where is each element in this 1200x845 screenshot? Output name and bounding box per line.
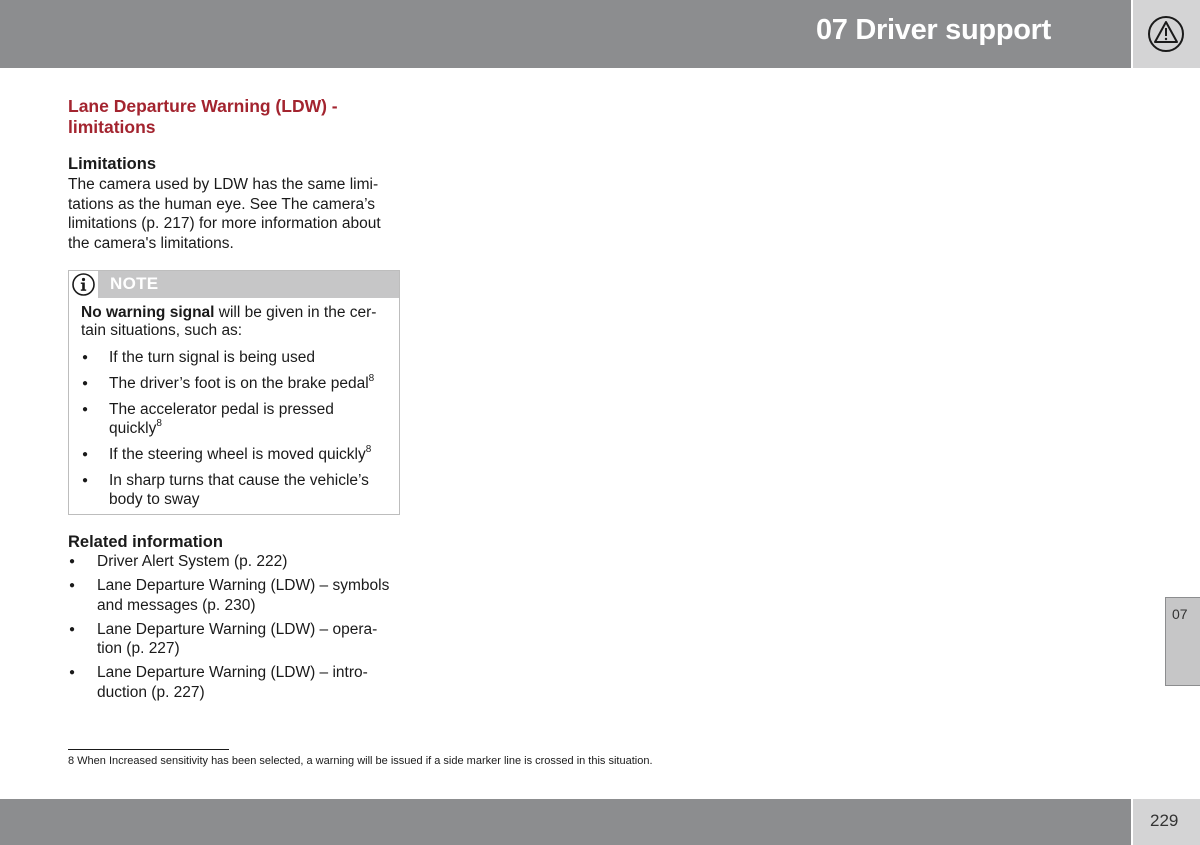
related-information bbox=[68, 532, 408, 707]
note-intro bbox=[81, 304, 387, 339]
page-number-box bbox=[1133, 799, 1200, 845]
info-icon bbox=[72, 273, 95, 296]
note-item-text: The driver’s foot is on the brake pedal bbox=[109, 375, 369, 392]
note-list-item bbox=[81, 445, 387, 464]
note-box bbox=[68, 270, 400, 515]
footer-bar bbox=[0, 799, 1131, 845]
main-column bbox=[68, 96, 400, 253]
related-list bbox=[68, 552, 408, 702]
footnote-ref: 8 bbox=[368, 372, 375, 384]
limitations-heading: Limitations bbox=[68, 155, 157, 173]
note-item-text: In sharp turns that cause the vehicle’s body to sway bbox=[109, 472, 369, 508]
note-icon-wrap bbox=[69, 271, 98, 298]
header-bar bbox=[0, 0, 1131, 68]
footnote-ref: 8 bbox=[156, 417, 162, 429]
related-link[interactable]: ● Driver Alert System (p. 222) bbox=[68, 552, 408, 572]
note-intro-rest: will be given in the cer-tain situations, such as: bbox=[81, 304, 377, 339]
section-title-line2: limitations bbox=[68, 117, 156, 137]
related-link[interactable]: ● Lane Departure Warning (LDW) – symbols and messages (p. 230) bbox=[68, 576, 408, 615]
note-item-text: The accelerator pedal is pressed quickly bbox=[109, 401, 334, 437]
note-list bbox=[81, 348, 387, 509]
footnote: 8 When Increased sensitivity has been selected, a warning will be issued if a side marker line is crossed in this situation. bbox=[68, 755, 653, 767]
footnote-rule bbox=[68, 749, 229, 750]
note-list-item bbox=[81, 400, 387, 438]
section-title-line1: Lane Departure Warning (LDW) - bbox=[68, 96, 338, 116]
related-heading: Related information bbox=[68, 533, 223, 551]
note-list-item bbox=[81, 471, 387, 509]
note-body bbox=[69, 298, 399, 509]
header-icon-box bbox=[1133, 0, 1200, 68]
chapter-title: 07 Driver support bbox=[815, 14, 1051, 46]
note-list-item bbox=[81, 374, 387, 393]
section-title bbox=[68, 96, 400, 138]
warning-triangle-icon bbox=[1146, 15, 1186, 53]
related-link[interactable]: ● Lane Departure Warning (LDW) – opera-tion (p. 227) bbox=[68, 620, 408, 659]
footnote-ref: 8 bbox=[365, 443, 372, 455]
related-link[interactable]: ● Lane Departure Warning (LDW) – intro-duction (p. 227) bbox=[68, 663, 408, 702]
chapter-tab-label: 07 bbox=[1172, 606, 1188, 622]
page-number: 229 bbox=[1150, 811, 1179, 830]
note-list-item bbox=[81, 348, 387, 367]
note-item-text: If the steering wheel is moved quickly bbox=[109, 446, 366, 463]
note-label: NOTE bbox=[110, 274, 159, 293]
note-header bbox=[69, 271, 399, 298]
note-item-text: If the turn signal is being used bbox=[109, 349, 315, 366]
note-intro-bold: No warning signal bbox=[81, 304, 215, 321]
limitations-text: The camera used by LDW has the same limi-tations as the human eye. See The camera’s limitations (p. 217) for more information about the camera's limitations. bbox=[68, 176, 381, 252]
chapter-tab[interactable] bbox=[1165, 597, 1200, 686]
